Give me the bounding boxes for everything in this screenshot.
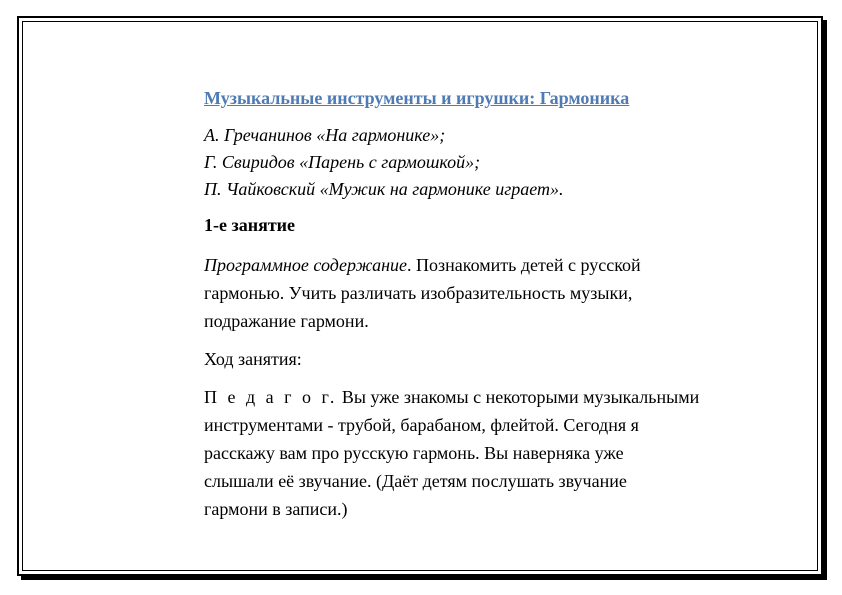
teacher-paragraph bbox=[204, 383, 764, 523]
work-item-3: П. Чайковский «Мужик на гармонике играет». bbox=[204, 179, 564, 199]
progress-heading: Ход занятия: bbox=[204, 349, 302, 369]
document-title[interactable]: Музыкальные инструменты и игрушки: Гармоника bbox=[204, 88, 630, 108]
document-body bbox=[204, 86, 764, 533]
program-paragraph bbox=[204, 251, 764, 335]
program-text-line1: . Познакомить детей с русской bbox=[407, 255, 641, 275]
program-text-line2: гармонью. Учить различать изобразительность музыки, bbox=[204, 283, 633, 303]
frame-shadow-right bbox=[823, 20, 827, 580]
program-text-line3: подражание гармони. bbox=[204, 311, 369, 331]
teacher-speaker: П е д а г о г. bbox=[204, 387, 338, 407]
teacher-line4: слышали её звучание. (Даёт детям послушать звучание bbox=[204, 471, 627, 491]
works-list bbox=[204, 122, 764, 203]
teacher-line3: расскажу вам про русскую гармонь. Вы наверняка уже bbox=[204, 443, 624, 463]
program-label: Программное содержание bbox=[204, 255, 408, 275]
teacher-line5: гармони в записи.) bbox=[204, 499, 348, 519]
teacher-line1: Вы уже знакомы с некоторыми музыкальными bbox=[337, 387, 700, 407]
lesson-heading: 1-е занятие bbox=[204, 215, 296, 235]
frame-shadow-bottom bbox=[21, 576, 827, 580]
work-item-2: Г. Свиридов «Парень с гармошкой»; bbox=[204, 152, 481, 172]
teacher-line2: инструментами - трубой, барабаном, флейтой. Сегодня я bbox=[204, 415, 639, 435]
work-item-1: А. Гречанинов «На гармонике»; bbox=[204, 125, 446, 145]
